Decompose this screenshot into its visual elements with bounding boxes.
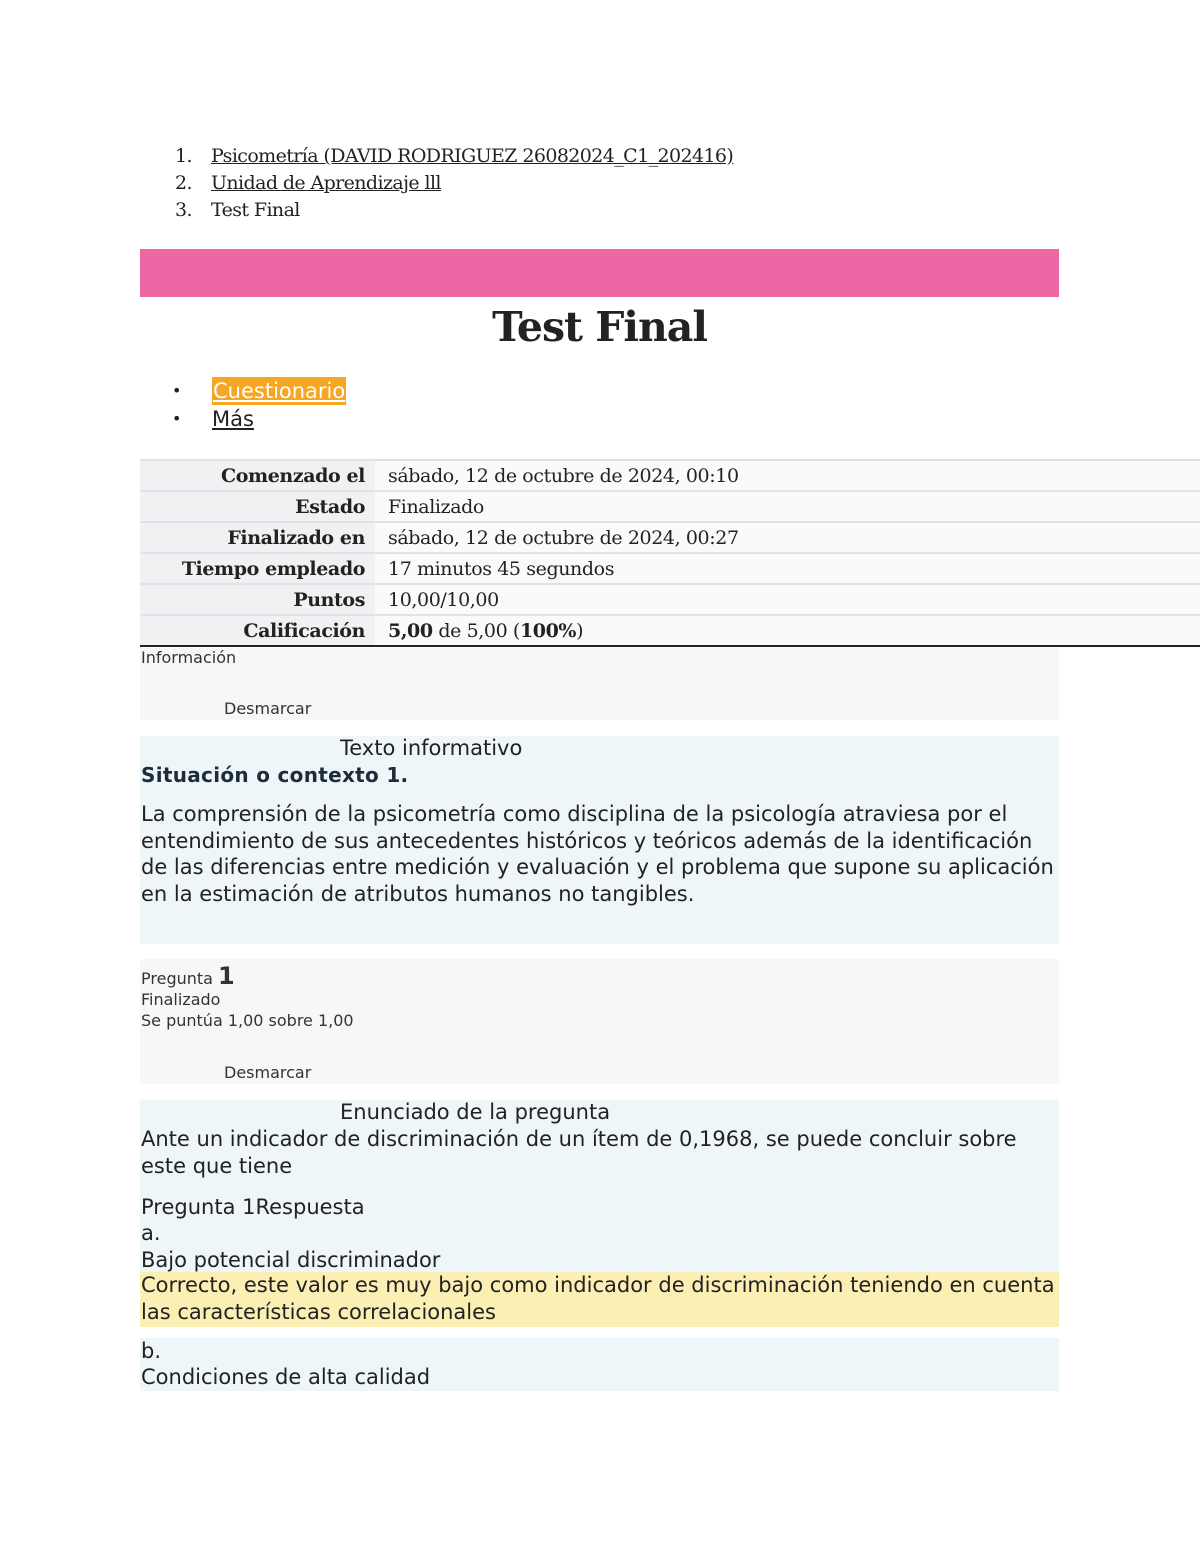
row-label: Puntos [140, 584, 375, 615]
row-value: 17 minutos 45 segundos [375, 553, 1200, 584]
breadcrumb-link-unit[interactable]: Unidad de Aprendizaje lll [211, 172, 441, 194]
option-text: Condiciones de alta calidad [141, 1365, 431, 1389]
table-row [140, 491, 1200, 522]
question-text: Ante un indicador de discriminación de un ítem de 0,1968, se puede concluir sobre este que tiene [141, 1127, 1017, 1178]
bullet-icon: • [172, 409, 182, 428]
feedback-text: Correcto, este valor es muy bajo como indicador de discriminación teniendo en cuenta las características correlacionales [141, 1273, 1055, 1324]
table-row [140, 584, 1200, 615]
row-label: Comenzado el [140, 460, 375, 491]
breadcrumb [175, 143, 733, 224]
answer-option-b[interactable] [140, 1338, 1059, 1391]
nav-item [172, 405, 346, 433]
answer-feedback [140, 1272, 1059, 1327]
info-block [140, 648, 1059, 720]
row-value: sábado, 12 de octubre de 2024, 00:10 [375, 460, 1200, 491]
grade-of: de 5,00 ( [432, 619, 520, 642]
row-label: Tiempo empleado [140, 553, 375, 584]
breadcrumb-link-course[interactable]: Psicometría (DAVID RODRIGUEZ 26082024_C1_202416) [211, 145, 734, 167]
unflag-button[interactable]: Desmarcar [224, 699, 312, 718]
option-text: Bajo potencial discriminador [141, 1247, 441, 1272]
question-label [141, 962, 235, 990]
question-state: Finalizado [141, 990, 221, 1009]
informative-heading: Texto informativo [340, 736, 523, 760]
grade-close: ) [576, 619, 584, 642]
row-value: 10,00/10,00 [375, 584, 1200, 615]
row-value [375, 615, 1200, 646]
table-row [140, 522, 1200, 553]
question-content [140, 1100, 1059, 1272]
option-letter: b. [141, 1339, 162, 1363]
secondary-nav [172, 377, 346, 433]
answer-label: Pregunta 1Respuesta [141, 1195, 365, 1219]
option-letter: a. [141, 1221, 161, 1245]
page-title: Test Final [492, 303, 707, 351]
tab-mas[interactable]: Más [212, 407, 254, 431]
context-title: Situación o contexto 1. [141, 763, 409, 787]
breadcrumb-current: Test Final [211, 199, 300, 221]
breadcrumb-number: 3. [175, 199, 192, 221]
attempt-summary-table [140, 459, 1200, 647]
question-info [140, 959, 1059, 1084]
question-grade: Se puntúa 1,00 sobre 1,00 [141, 1011, 354, 1030]
context-text: La comprensión de la psicometría como disciplina de la psicología atraviesa por el entendimiento de sus antecedentes históricos y teóricos además de la identificación de las diferencias entre medición y evaluación y el problema que supone su aplicación en la estimación de atributos humanos no tangibles. [141, 802, 1054, 906]
breadcrumb-number: 1. [175, 145, 192, 167]
breadcrumb-item [175, 197, 733, 224]
informative-text-box [140, 736, 1059, 944]
answer-option-a[interactable] [141, 1220, 1056, 1273]
info-label: Información [141, 648, 237, 667]
table-row [140, 615, 1200, 646]
question-label-text: Pregunta [141, 969, 219, 988]
breadcrumb-item [175, 143, 733, 170]
breadcrumb-item [175, 170, 733, 197]
breadcrumb-number: 2. [175, 172, 192, 194]
table-row [140, 460, 1200, 491]
nav-item [172, 377, 346, 405]
row-value: Finalizado [375, 491, 1200, 522]
row-label: Calificación [140, 615, 375, 646]
question-number: 1 [218, 962, 235, 990]
row-value: sábado, 12 de octubre de 2024, 00:27 [375, 522, 1200, 553]
grade-value: 5,00 [388, 619, 433, 642]
unflag-button[interactable]: Desmarcar [224, 1063, 312, 1082]
row-label: Estado [140, 491, 375, 522]
header-banner [140, 249, 1059, 297]
grade-percent: 100% [519, 619, 577, 642]
tab-cuestionario[interactable]: Cuestionario [213, 379, 346, 403]
question-heading: Enunciado de la pregunta [340, 1100, 611, 1124]
table-row [140, 553, 1200, 584]
row-label: Finalizado en [140, 522, 375, 553]
bullet-icon: • [172, 381, 182, 400]
